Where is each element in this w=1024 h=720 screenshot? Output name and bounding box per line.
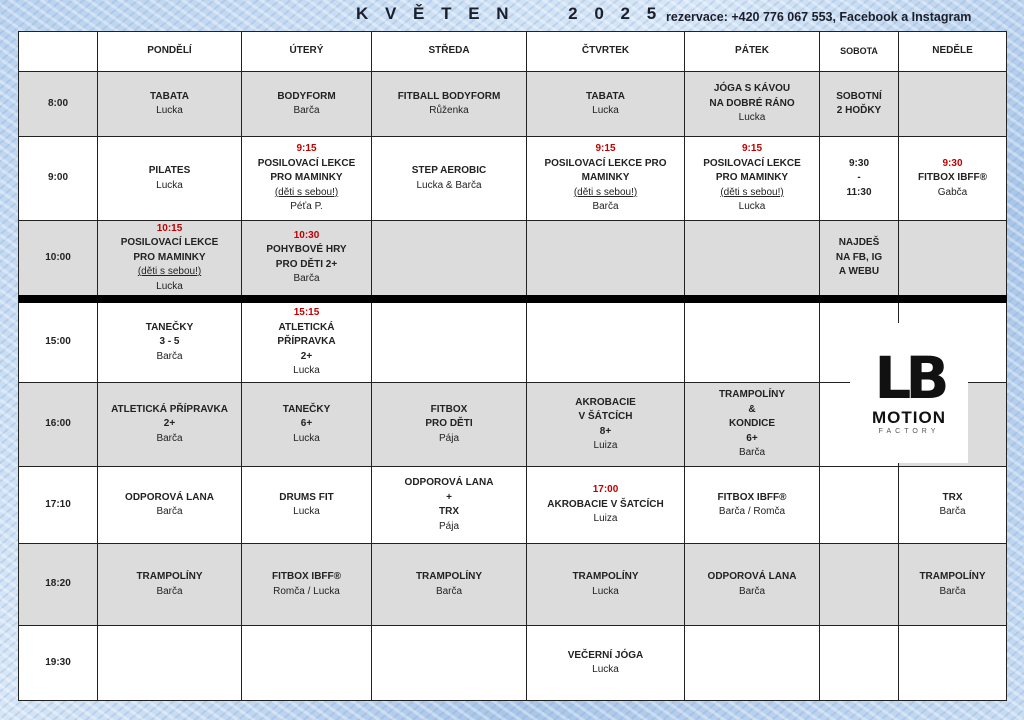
class-cell bbox=[685, 467, 820, 544]
instructor-name: Lucka bbox=[293, 506, 320, 517]
time-slot: 17:10 bbox=[19, 467, 98, 544]
schedule-row bbox=[19, 72, 1007, 137]
logo-mark: LB bbox=[874, 343, 944, 412]
class-title: 2+ bbox=[163, 418, 176, 430]
class-cell bbox=[98, 72, 242, 137]
instructor-name: Pája bbox=[438, 520, 459, 532]
class-title: JÓGA S KÁVOU bbox=[713, 83, 791, 95]
schedule-row bbox=[19, 467, 1007, 544]
class-cell bbox=[98, 383, 242, 467]
day-header: NEDĚLE bbox=[899, 32, 1007, 72]
time-slot: 10:00 bbox=[19, 221, 98, 299]
class-title: TRAMPOLÍNY bbox=[415, 571, 483, 582]
class-cell bbox=[685, 544, 820, 626]
class-cell bbox=[242, 383, 372, 467]
class-cell bbox=[820, 626, 899, 701]
class-cell bbox=[372, 467, 527, 544]
class-title: ODPOROVÁ LANA bbox=[404, 477, 494, 488]
instructor-name: Barča bbox=[939, 585, 966, 597]
class-cell bbox=[527, 299, 685, 383]
class-title: NA DOBRÉ RÁNO bbox=[709, 97, 795, 109]
class-cell bbox=[527, 467, 685, 544]
logo-word: MOTION bbox=[872, 407, 946, 427]
instructor-name: Lucka bbox=[592, 585, 619, 597]
class-cell bbox=[527, 72, 685, 137]
class-title: - bbox=[857, 172, 861, 184]
class-cell bbox=[899, 544, 1007, 626]
class-title: V ŠÁTCÍCH bbox=[578, 411, 633, 422]
class-title: POSILOVACÍ LEKCE bbox=[120, 237, 219, 248]
class-title: FITBOX IBFF® bbox=[271, 571, 342, 582]
start-time: 9:30 bbox=[942, 157, 963, 169]
instructor-name: Lucka & Barča bbox=[416, 179, 482, 191]
instructor-name: Barča bbox=[738, 585, 766, 597]
class-cell bbox=[98, 299, 242, 383]
instructor-name: Lucka bbox=[156, 280, 183, 292]
class-title: ODPOROVÁ LANA bbox=[707, 571, 797, 582]
class-title: TRAMPOLÍNY bbox=[718, 389, 786, 401]
class-title: ATLETICKÁ PŘÍPRAVKA bbox=[111, 403, 228, 415]
class-note: (děti s sebou!) bbox=[137, 266, 202, 277]
class-title: MAMINKY bbox=[581, 172, 630, 184]
start-time: 15:15 bbox=[293, 307, 320, 318]
time-slot: 8:00 bbox=[19, 72, 98, 137]
class-title: VEČERNÍ JÓGA bbox=[567, 649, 644, 661]
class-title: TRX bbox=[439, 506, 459, 517]
class-cell bbox=[820, 467, 899, 544]
class-note: (děti s sebou!) bbox=[720, 186, 784, 198]
instructor-name: Barča bbox=[156, 432, 183, 444]
class-title: A WEBU bbox=[838, 266, 880, 277]
class-cell bbox=[820, 544, 899, 626]
class-cell bbox=[527, 137, 685, 221]
class-title: NA FB, IG bbox=[835, 251, 883, 263]
instructor-name: Romča / Lucka bbox=[273, 585, 340, 597]
instructor-name: Lucka bbox=[592, 664, 619, 675]
class-title: SOBOTNÍ bbox=[836, 90, 882, 102]
class-title: POSILOVACÍ LEKCE bbox=[257, 157, 356, 169]
class-cell bbox=[372, 221, 527, 299]
class-title: & bbox=[748, 403, 756, 415]
class-title: PRO DĚTI bbox=[425, 418, 473, 430]
class-title: PŘÍPRAVKA bbox=[277, 336, 336, 347]
instructor-name: Barča bbox=[156, 506, 183, 517]
logo-sub: FACTORY bbox=[878, 427, 940, 435]
time-slot: 15:00 bbox=[19, 299, 98, 383]
class-cell bbox=[372, 72, 527, 137]
class-cell bbox=[372, 544, 527, 626]
class-title: TRAMPOLÍNY bbox=[136, 571, 203, 582]
day-header: SOBOTA bbox=[820, 32, 899, 72]
start-time: 10:15 bbox=[156, 222, 183, 234]
class-cell bbox=[527, 626, 685, 701]
class-cell bbox=[372, 299, 527, 383]
class-cell bbox=[98, 544, 242, 626]
instructor-name: Barča bbox=[939, 506, 966, 517]
class-title: PRO DĚTI 2+ bbox=[275, 258, 338, 270]
class-title: NAJDEŠ bbox=[838, 237, 880, 248]
instructor-name: Luiza bbox=[593, 440, 618, 451]
instructor-name: Lucka bbox=[592, 105, 619, 116]
class-title: TRAMPOLÍNY bbox=[919, 571, 986, 582]
class-note: (děti s sebou!) bbox=[274, 186, 339, 198]
contact-info: rezervace: +420 776 067 553, Facebook a Instagram bbox=[666, 10, 972, 24]
class-cell bbox=[820, 137, 899, 221]
class-cell bbox=[685, 383, 820, 467]
instructor-name: Péťa P. bbox=[290, 201, 323, 213]
class-title: FITBOX bbox=[430, 403, 468, 415]
class-cell bbox=[899, 467, 1007, 544]
schedule-row bbox=[19, 544, 1007, 626]
class-title: POSILOVACÍ LEKCE bbox=[703, 157, 801, 169]
class-cell bbox=[242, 72, 372, 137]
class-cell bbox=[685, 626, 820, 701]
class-title: 3 - 5 bbox=[159, 336, 180, 347]
instructor-name: Luiza bbox=[593, 513, 618, 525]
schedule-row bbox=[19, 626, 1007, 701]
class-cell bbox=[98, 137, 242, 221]
class-cell bbox=[372, 626, 527, 701]
class-title: BODYFORM bbox=[277, 90, 336, 102]
class-title: POHYBOVÉ HRY bbox=[266, 244, 347, 256]
class-cell bbox=[899, 221, 1007, 299]
schedule-row bbox=[19, 221, 1007, 299]
class-title: AKROBACIE bbox=[575, 396, 636, 408]
instructor-name: Lucka bbox=[156, 179, 183, 191]
class-title: FITBOX IBFF® bbox=[717, 491, 787, 503]
class-cell bbox=[242, 137, 372, 221]
day-header: STŘEDA bbox=[372, 32, 527, 72]
day-header: PONDĚLÍ bbox=[98, 32, 242, 72]
class-cell bbox=[820, 221, 899, 299]
class-title: STEP AEROBIC bbox=[411, 165, 487, 176]
class-title: AKROBACIE V ŠATCÍCH bbox=[547, 498, 664, 510]
instructor-name: Lucka bbox=[293, 432, 320, 444]
day-header: ČTVRTEK bbox=[527, 32, 685, 72]
class-title: 11:30 bbox=[846, 186, 872, 198]
class-title: DRUMS FIT bbox=[279, 491, 334, 503]
class-cell bbox=[372, 137, 527, 221]
start-time: 9:15 bbox=[296, 143, 317, 155]
class-title: KONDICE bbox=[728, 418, 776, 430]
class-cell bbox=[98, 221, 242, 299]
class-title: ATLETICKÁ bbox=[278, 321, 335, 333]
instructor-name: Gabča bbox=[937, 186, 968, 198]
class-title: TRAMPOLÍNY bbox=[572, 571, 639, 582]
instructor-name: Barča bbox=[293, 105, 320, 116]
instructor-name: Barča bbox=[156, 350, 183, 362]
time-slot: 16:00 bbox=[19, 383, 98, 467]
class-title: + bbox=[446, 491, 452, 503]
class-title: 8+ bbox=[599, 425, 612, 437]
class-title: TRX bbox=[942, 491, 963, 503]
schedule-row bbox=[19, 137, 1007, 221]
class-cell bbox=[685, 137, 820, 221]
class-cell bbox=[98, 626, 242, 701]
class-title: FITBALL BODYFORM bbox=[397, 90, 501, 102]
class-cell bbox=[527, 221, 685, 299]
class-title: 2 HOĎKY bbox=[836, 105, 882, 116]
instructor-name: Lucka bbox=[738, 201, 766, 213]
class-cell bbox=[242, 221, 372, 299]
class-title: TANEČKY bbox=[145, 321, 194, 333]
class-title: TABATA bbox=[586, 90, 625, 102]
header-row bbox=[19, 32, 1007, 72]
corner-cell bbox=[19, 32, 98, 72]
class-title: 9:30 bbox=[848, 157, 869, 169]
class-cell bbox=[899, 137, 1007, 221]
class-cell bbox=[242, 467, 372, 544]
instructor-name: Barča bbox=[156, 585, 183, 597]
lb-motion-factory-logo bbox=[850, 323, 968, 463]
class-title: ODPOROVÁ LANA bbox=[125, 491, 214, 503]
class-cell bbox=[98, 467, 242, 544]
class-cell bbox=[820, 72, 899, 137]
time-slot: 9:00 bbox=[19, 137, 98, 221]
class-title: POSILOVACÍ LEKCE PRO bbox=[544, 157, 667, 169]
class-title: PILATES bbox=[148, 165, 191, 176]
class-cell bbox=[242, 544, 372, 626]
class-cell bbox=[242, 626, 372, 701]
start-time: 9:15 bbox=[741, 143, 762, 155]
class-cell bbox=[527, 383, 685, 467]
instructor-name: Růženka bbox=[429, 105, 469, 116]
class-title: PRO MAMINKY bbox=[270, 172, 343, 184]
time-slot: 18:20 bbox=[19, 544, 98, 626]
class-cell bbox=[372, 383, 527, 467]
day-header: ÚTERÝ bbox=[242, 32, 372, 72]
instructor-name: Lucka bbox=[156, 105, 183, 116]
instructor-name: Barča bbox=[435, 585, 463, 597]
class-title: 6+ bbox=[746, 432, 758, 444]
class-title: FITBOX IBFF® bbox=[917, 172, 988, 184]
class-note: (děti s sebou!) bbox=[573, 186, 638, 198]
day-header: PÁTEK bbox=[685, 32, 820, 72]
class-title: 6+ bbox=[300, 418, 313, 430]
class-cell bbox=[899, 626, 1007, 701]
class-cell bbox=[527, 544, 685, 626]
class-cell bbox=[685, 72, 820, 137]
start-time: 17:00 bbox=[592, 484, 619, 496]
page-title: K V Ě T E N 2 0 2 5 bbox=[356, 4, 663, 23]
instructor-name: Barča bbox=[738, 447, 766, 459]
class-title: PRO MAMINKY bbox=[133, 251, 206, 263]
instructor-name: Pája bbox=[438, 432, 459, 444]
class-title: 2+ bbox=[300, 350, 313, 362]
instructor-name: Barča bbox=[293, 273, 320, 285]
class-title: TABATA bbox=[150, 90, 189, 102]
start-time: 10:30 bbox=[293, 229, 320, 241]
instructor-name: Lucka bbox=[738, 112, 766, 124]
instructor-name: Lucka bbox=[293, 365, 320, 376]
class-cell bbox=[685, 299, 820, 383]
class-cell bbox=[899, 72, 1007, 137]
time-slot: 19:30 bbox=[19, 626, 98, 701]
instructor-name: Barča / Romča bbox=[718, 506, 786, 517]
class-cell bbox=[685, 221, 820, 299]
instructor-name: Barča bbox=[592, 201, 619, 213]
class-cell bbox=[242, 299, 372, 383]
class-title: PRO MAMINKY bbox=[715, 172, 789, 184]
start-time: 9:15 bbox=[595, 143, 616, 155]
class-title: TANEČKY bbox=[282, 403, 331, 415]
